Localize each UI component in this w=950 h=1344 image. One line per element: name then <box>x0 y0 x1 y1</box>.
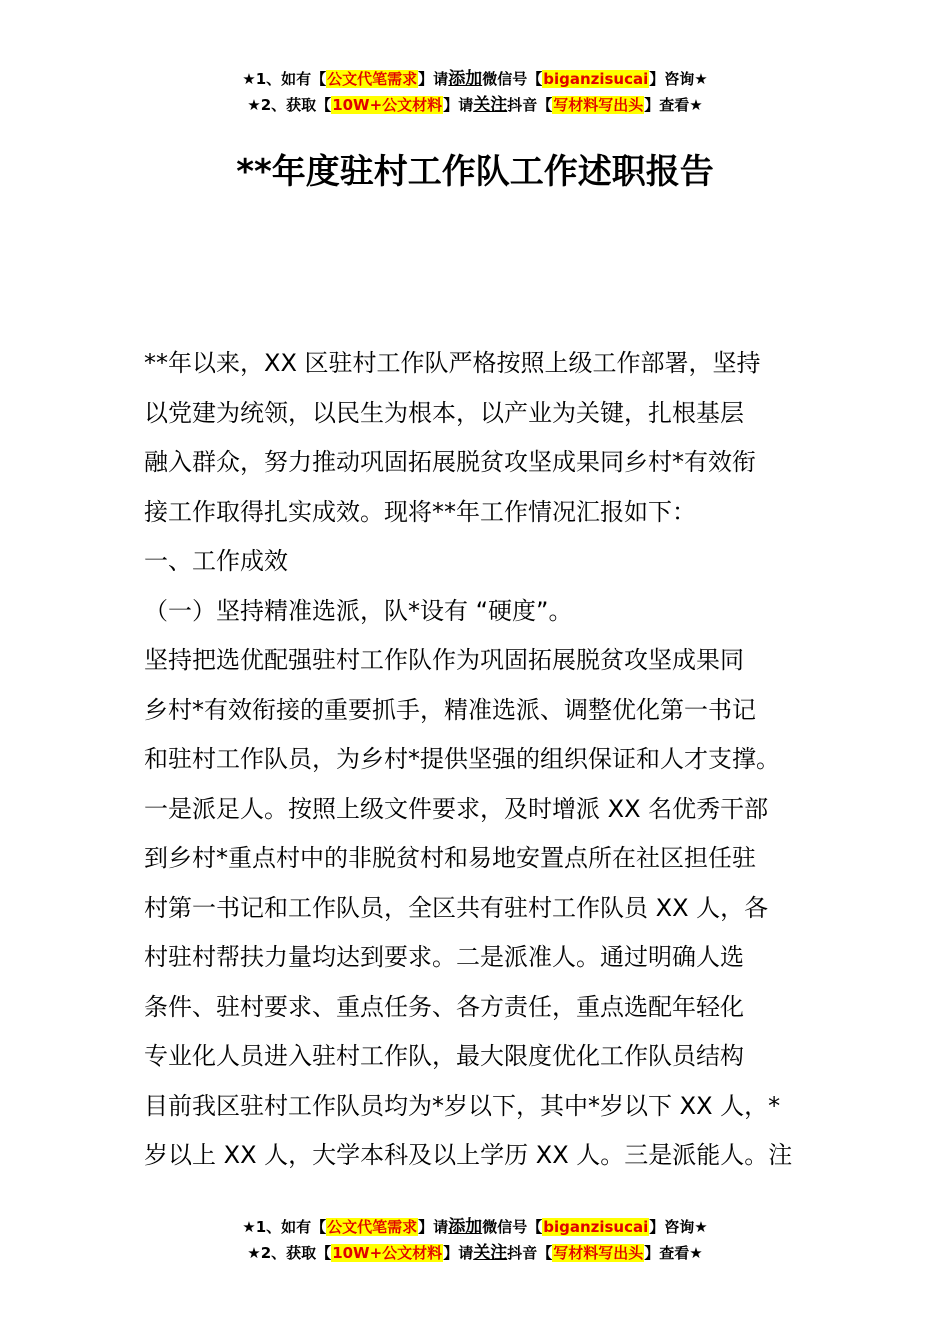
body-line: **年以来，XX 区驻村工作队严格按照上级工作部署，坚持 <box>144 349 761 377</box>
promo-highlight: 10W+公文材料 <box>332 1244 443 1262</box>
promo-underline: 关注 <box>473 95 508 115</box>
promo-banner-bottom <box>0 1214 950 1266</box>
promo-underline: 关注 <box>473 1243 508 1263</box>
promo-text: ★2、获取【 <box>247 1244 332 1262</box>
promo-underline: 添加 <box>448 69 483 89</box>
body-line: 乡村*有效衔接的重要抓手，精准选派、调整优化第一书记 <box>144 695 756 724</box>
section-heading: 一、工作成效 <box>144 547 288 575</box>
body-line: 村驻村帮扶力量均达到要求。二是派准人。通过明确人选 <box>144 943 744 971</box>
body-line: 融入群众，努力推动巩固拓展脱贫攻坚成果同乡村*有效衔 <box>144 448 756 476</box>
promo-banner-top <box>0 66 950 118</box>
promo-text: 】请 <box>443 96 474 114</box>
promo-line-1 <box>0 1214 950 1240</box>
promo-text: ★1、如有【 <box>242 70 327 88</box>
body-line: 坚持把选优配强驻村工作队作为巩固拓展脱贫攻坚成果同 <box>144 646 744 674</box>
promo-line-2 <box>0 92 950 118</box>
promo-highlight: 写材料写出头 <box>553 1244 644 1262</box>
document-title: **年度驻村工作队工作述职报告 <box>236 152 714 192</box>
promo-text: ★2、获取【 <box>247 96 332 114</box>
body-line: 条件、驻村要求、重点任务、各方责任，重点选配年轻化 <box>144 992 744 1021</box>
promo-highlight: 10W+公文材料 <box>332 96 443 114</box>
promo-text: 微信号【 <box>482 70 543 88</box>
promo-text: 】查看★ <box>644 96 703 114</box>
promo-highlight: biganzisucai <box>543 1218 649 1236</box>
promo-highlight: biganzisucai <box>543 70 649 88</box>
promo-highlight: 写材料写出头 <box>553 96 644 114</box>
promo-line-1 <box>0 66 950 92</box>
promo-line-2 <box>0 1240 950 1266</box>
body-line: 目前我区驻村工作队员均为*岁以下，其中*岁以下 XX 人，* <box>144 1091 781 1120</box>
body-line: 专业化人员进入驻村工作队，最大限度优化工作队员结构 <box>144 1042 744 1070</box>
promo-highlight: 公文代笔需求 <box>327 1218 418 1236</box>
body-line: 接工作取得扎实成效。现将**年工作情况汇报如下： <box>144 497 696 526</box>
body-line: 到乡村*重点村中的非脱贫村和易地安置点所在社区担任驻 <box>144 844 756 872</box>
body-line: 和驻村工作队员，为乡村*提供坚强的组织保证和人才支撑。 <box>144 745 780 773</box>
promo-text: 】请 <box>418 1218 449 1236</box>
promo-text: 微信号【 <box>482 1218 543 1236</box>
promo-text: 】请 <box>443 1244 474 1262</box>
body-line: 以党建为统领，以民生为根本，以产业为关键，扎根基层 <box>144 398 744 427</box>
body-line: 一是派足人。按照上级文件要求，及时增派 XX 名优秀干部 <box>144 794 769 823</box>
promo-text: 】咨询★ <box>649 70 708 88</box>
promo-text: ★1、如有【 <box>242 1218 327 1236</box>
promo-text: 】咨询★ <box>649 1218 708 1236</box>
promo-text: 抖音【 <box>507 1244 553 1262</box>
document-body <box>144 339 824 1181</box>
promo-text: 抖音【 <box>507 96 553 114</box>
promo-text: 】请 <box>418 70 449 88</box>
promo-highlight: 公文代笔需求 <box>327 70 418 88</box>
promo-text: 】查看★ <box>644 1244 703 1262</box>
promo-underline: 添加 <box>448 1217 483 1237</box>
subsection-heading: （一）坚持精准选派，队*设有 “硬度”。 <box>144 596 573 625</box>
body-line: 村第一书记和工作队员，全区共有驻村工作队员 XX 人，各 <box>144 893 769 922</box>
body-line: 岁以上 XX 人，大学本科及以上学历 XX 人。三是派能人。注 <box>144 1141 793 1169</box>
